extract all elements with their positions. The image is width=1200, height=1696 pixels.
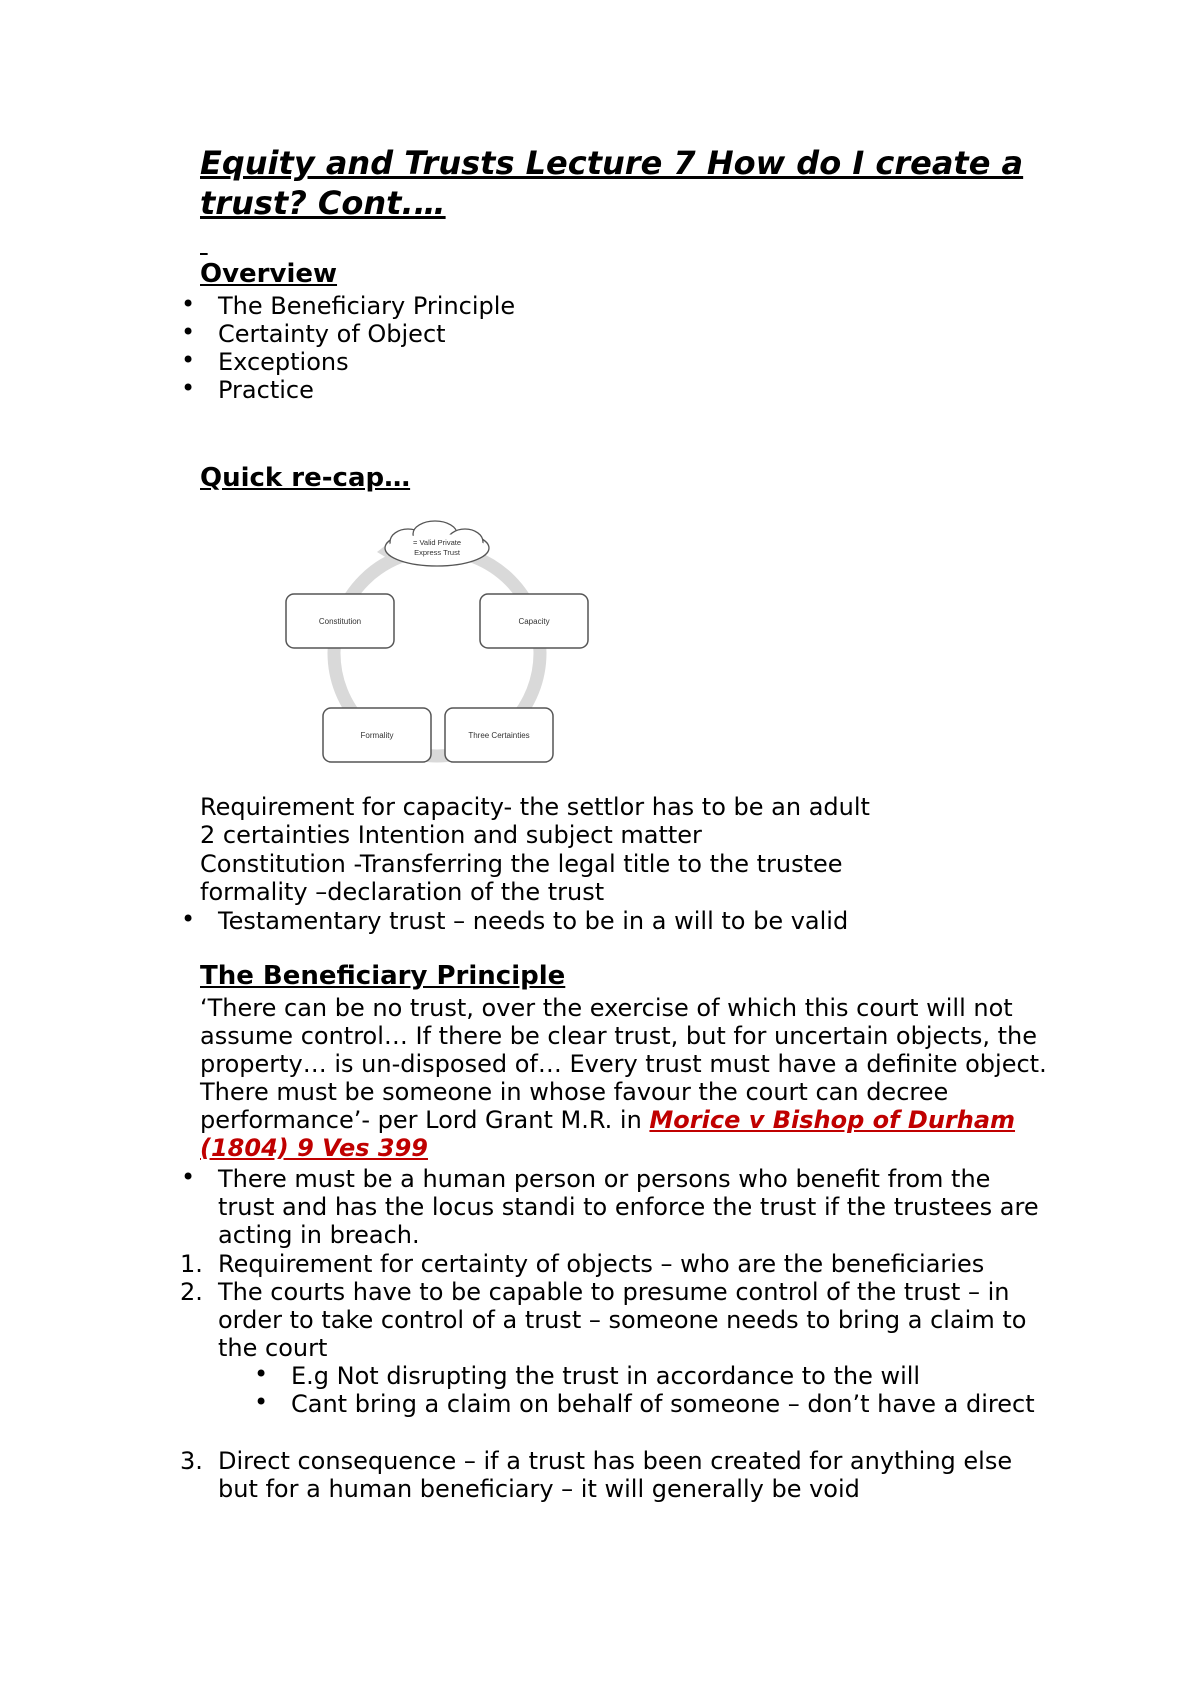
quote-attribution-line — [200, 1106, 1015, 1134]
bullet-icon: • — [254, 1360, 269, 1388]
overview-item: The Beneficiary Principle — [218, 292, 516, 320]
document-title: Equity and Trusts Lecture 7 How do I create a trust? Cont.… — [200, 144, 1024, 222]
quote-line: ‘There can be no trust, over the exercise of which this court will not — [200, 994, 1013, 1022]
blank-underlined-line — [200, 228, 208, 258]
bullet-icon: • — [181, 374, 196, 402]
quote-line: property… is un-disposed of… Every trust must have a definite object. — [200, 1050, 1047, 1078]
formality-label: Formality — [360, 731, 394, 740]
recap-line: Constitution -Transferring the legal title to the trustee — [200, 850, 843, 878]
case-citation-link-continued[interactable]: (1804) 9 Ves 399 — [200, 1134, 428, 1162]
numbered-item-line: The courts have to be capable to presume control of the trust – in — [218, 1278, 1010, 1306]
bullet-icon: • — [181, 905, 196, 933]
sub-bullet-item: E.g Not disrupting the trust in accordance to the will — [291, 1362, 921, 1390]
recap-line: 2 certainties Intention and subject matter — [200, 821, 702, 849]
recap-line: Requirement for capacity- the settlor has to be an adult — [200, 793, 870, 821]
principle-bullet-line: There must be a human person or persons who benefit from the — [218, 1165, 991, 1193]
bullet-icon: • — [181, 318, 196, 346]
overview-item: Practice — [218, 376, 314, 404]
numbered-item-line: Direct consequence – if a trust has been created for anything else — [218, 1447, 1013, 1475]
numbered-item-line: Requirement for certainty of objects – who are the beneficiaries — [218, 1250, 985, 1278]
overview-item: Certainty of Object — [218, 320, 446, 348]
bullet-icon: • — [181, 290, 196, 318]
case-citation-link[interactable]: Morice v Bishop of Durham — [649, 1106, 1016, 1134]
trust-requirements-cycle-diagram — [280, 518, 600, 768]
beneficiary-principle-heading: The Beneficiary Principle — [200, 961, 566, 991]
quote-attribution: performance’- per Lord Grant M.R. in — [200, 1106, 650, 1134]
quote-line: assume control… If there be clear trust, but for uncertain objects, the — [200, 1022, 1038, 1050]
overview-heading: Overview — [200, 259, 338, 289]
recap-bullet: Testamentary trust – needs to be in a will to be valid — [218, 907, 849, 935]
list-number: 2. — [180, 1278, 203, 1306]
cloud-label-line1: = Valid Private — [412, 538, 462, 547]
bullet-icon: • — [254, 1388, 269, 1416]
recap-heading: Quick re-cap… — [200, 463, 411, 493]
quote-line: There must be someone in whose favour the court can decree — [200, 1078, 949, 1106]
principle-bullet-line: trust and has the locus standi to enforce the trust if the trustees are — [218, 1193, 1039, 1221]
list-number: 3. — [180, 1447, 203, 1475]
recap-line: formality –declaration of the trust — [200, 878, 605, 906]
sub-bullet-item: Cant bring a claim on behalf of someone – don’t have a direct — [291, 1390, 1035, 1418]
bullet-icon: • — [181, 1163, 196, 1191]
cloud-label-line2: Express Trust — [414, 548, 460, 557]
principle-bullet-line: acting in breach. — [218, 1221, 420, 1249]
numbered-item-line: but for a human beneficiary – it will generally be void — [218, 1475, 860, 1503]
bullet-icon: • — [181, 346, 196, 374]
constitution-label: Constitution — [318, 617, 362, 626]
numbered-item-line: order to take control of a trust – someone needs to bring a claim to — [218, 1306, 1027, 1334]
capacity-label: Capacity — [518, 617, 550, 626]
three-certainties-label: Three Certainties — [468, 731, 530, 740]
list-number: 1. — [180, 1250, 203, 1278]
overview-item: Exceptions — [218, 348, 349, 376]
numbered-item-line: the court — [218, 1334, 328, 1362]
